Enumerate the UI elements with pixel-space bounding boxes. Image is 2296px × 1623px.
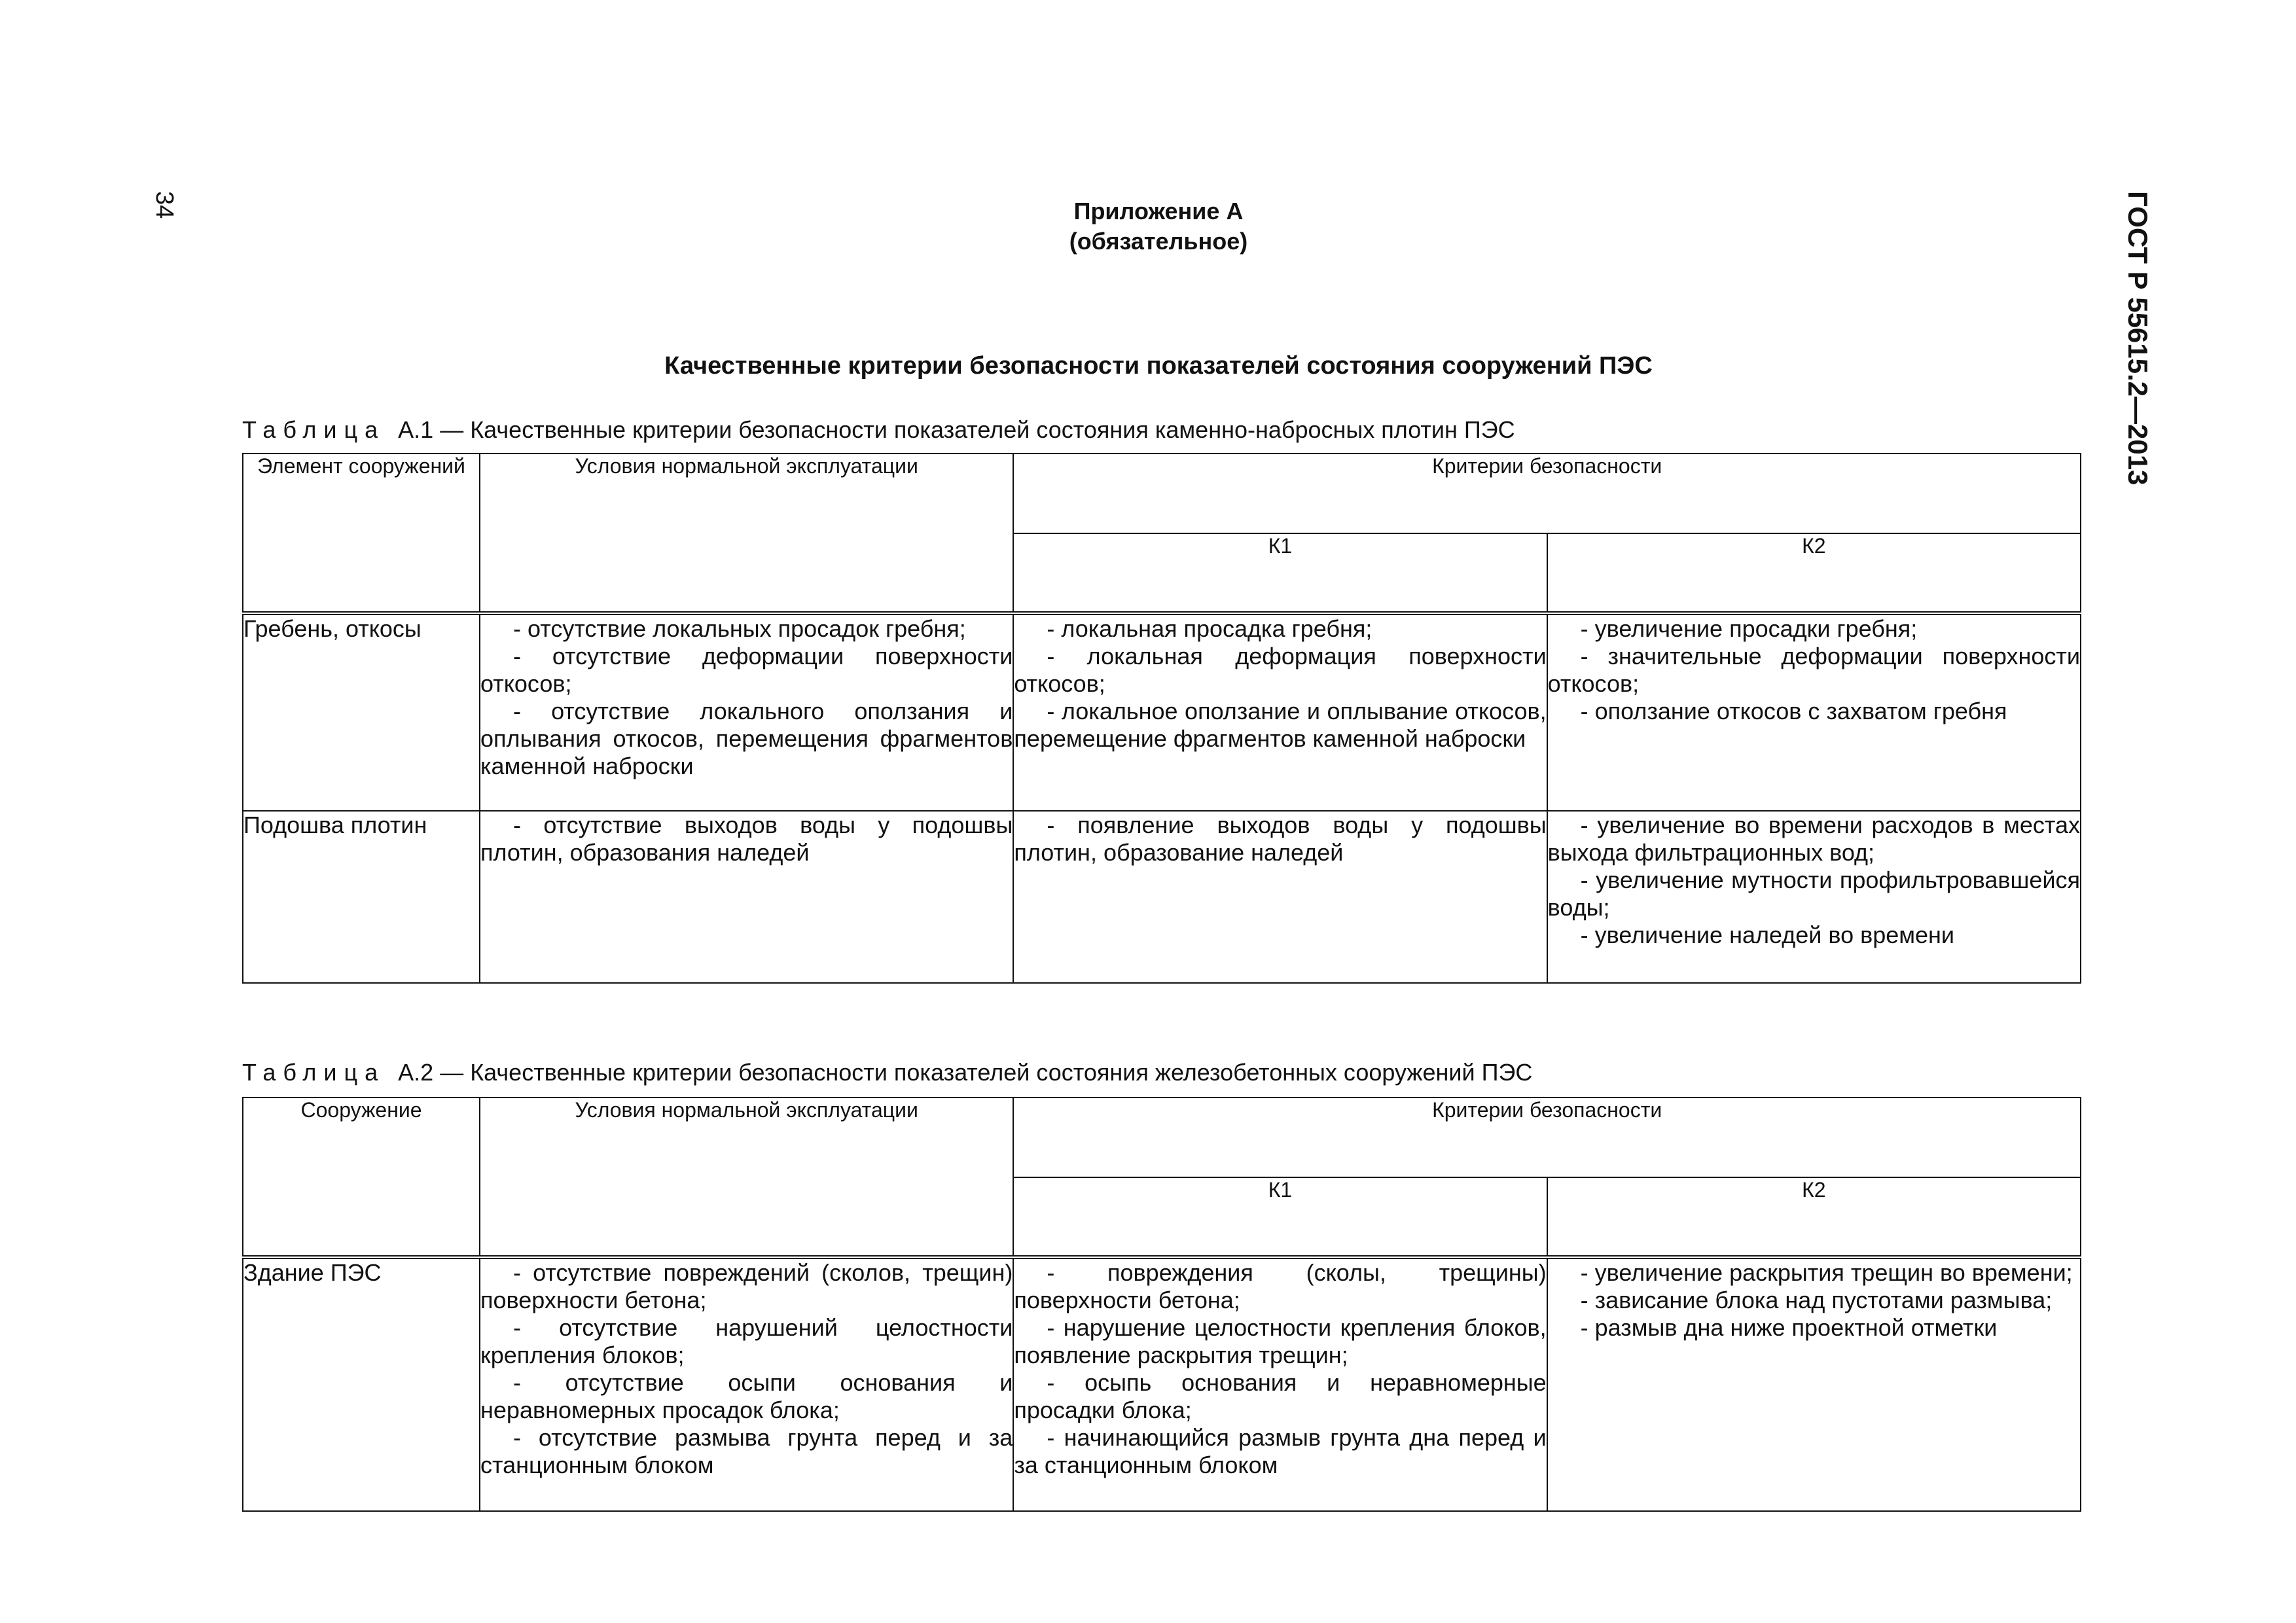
table-a1-row1-normal [480,613,1013,811]
table-a2 [242,1097,2081,1512]
table-a2-header-criteria: Критерии безопасности [1013,1097,2081,1177]
table-a1-row1-k1 [1013,613,1547,811]
table-a2-row1-k2 [1547,1257,2081,1511]
criterion-item: - отсутствие локального оползания и оплывания откосов, перемещения фрагментов каменной наброски [480,698,1013,779]
table-a1-header-k2: К2 [1547,533,2081,613]
criterion-item: - локальная просадка гребня; [1047,615,1372,642]
criterion-item: - увеличение мутности профильтровавшейся воды; [1547,866,2080,921]
criterion-item: - отсутствие локальных просадок гребня; [513,615,966,642]
criterion-item: - осыпь основания и неравномерные просадки блока; [1014,1369,1547,1423]
table-a1-row2-normal [480,811,1013,983]
criterion-item: - значительные деформации поверхности откосов; [1547,643,2080,697]
criterion-item: - увеличение наледей во времени [1580,921,1955,948]
table-a1-row2-k1 [1013,811,1547,983]
table-a1-caption [242,416,1515,444]
table-row [243,811,2081,983]
table-a2-caption-text: А.2 — Качественные критерии безопасности показателей состояния железобетонных сооружений ПЭС [398,1059,1533,1086]
table-row [243,613,2081,811]
table-a1-header-normal: Условия нормальной эксплуатации [480,454,1013,613]
criterion-item: - появление выходов воды у подошвы плотин, образование наледей [1014,812,1547,866]
table-a1-row1-label: Гребень, откосы [243,613,480,811]
appendix-heading [242,196,2075,257]
criterion-item: - увеличение раскрытия трещин во времени; [1580,1259,2073,1286]
criterion-item: - начинающийся размыв грунта дна перед и за станционным блоком [1014,1424,1547,1478]
section-title: Качественные критерии безопасности показателей состояния сооружений ПЭС [664,352,1653,380]
table-a2-header-normal: Условия нормальной эксплуатации [480,1097,1013,1257]
table-a2-header-k1: К1 [1013,1177,1547,1257]
table-a1-header-element: Элемент сооружений [243,454,480,613]
criterion-item: - отсутствие повреждений (сколов, трещин) поверхности бетона; [480,1259,1013,1313]
standard-code: ГОСТ Р 55615.2—2013 [2123,191,2153,486]
table-a1-caption-text: А.1 — Качественные критерии безопасности показателей состояния каменно-набросных плотин ПЭС [398,416,1515,443]
table-a1-header-criteria: Критерии безопасности [1013,454,2081,533]
table-a1 [242,453,2081,984]
table-a1-row2-label: Подошва плотин [243,811,480,983]
criterion-item: - отсутствие выходов воды у подошвы плотин, образования наледей [480,812,1013,866]
criterion-item: - нарушение целостности крепления блоков, появление раскрытия трещин; [1014,1314,1547,1368]
criterion-item: - локальное оползание и оплывание откосов, перемещение фрагментов каменной наброски [1014,698,1547,752]
table-a1-header-k1: К1 [1013,533,1547,613]
table-row [243,1257,2081,1511]
table-a2-header-k2: К2 [1547,1177,2081,1257]
table-a2-row1-k1 [1013,1257,1547,1511]
criterion-item: - отсутствие осыпи основания и неравномерных просадок блока; [480,1369,1013,1423]
criterion-item: - оползание откосов с захватом гребня [1580,698,2007,724]
page-number: 34 [151,191,178,219]
appendix-title: Приложение А [1073,198,1244,224]
criterion-item: - повреждения (сколы, трещины) поверхности бетона; [1014,1259,1547,1313]
appendix-status: (обязательное) [1069,228,1248,255]
table-a2-header-structure: Сооружение [243,1097,480,1257]
criterion-item: - локальная деформация поверхности откосов; [1014,643,1547,697]
criterion-item: - отсутствие размыва грунта перед и за станционным блоком [480,1424,1013,1478]
table-a2-caption [242,1059,1532,1086]
criterion-item: - зависание блока над пустотами размыва; [1580,1287,2053,1313]
criterion-item: - увеличение во времени расходов в местах выхода фильтрационных вод; [1547,812,2080,866]
criterion-item: - увеличение просадки гребня; [1580,615,1918,642]
table-a2-caption-label: Таблица [242,1059,386,1086]
table-a2-row1-normal [480,1257,1013,1511]
criterion-item: - размыв дна ниже проектной отметки [1580,1314,1998,1341]
table-a1-caption-label: Таблица [242,416,386,443]
table-a1-row2-k2 [1547,811,2081,983]
criterion-item: - отсутствие нарушений целостности крепления блоков; [480,1314,1013,1368]
table-a2-row1-label: Здание ПЭС [243,1257,480,1511]
table-a1-row1-k2 [1547,613,2081,811]
criterion-item: - отсутствие деформации поверхности откосов; [480,643,1013,697]
